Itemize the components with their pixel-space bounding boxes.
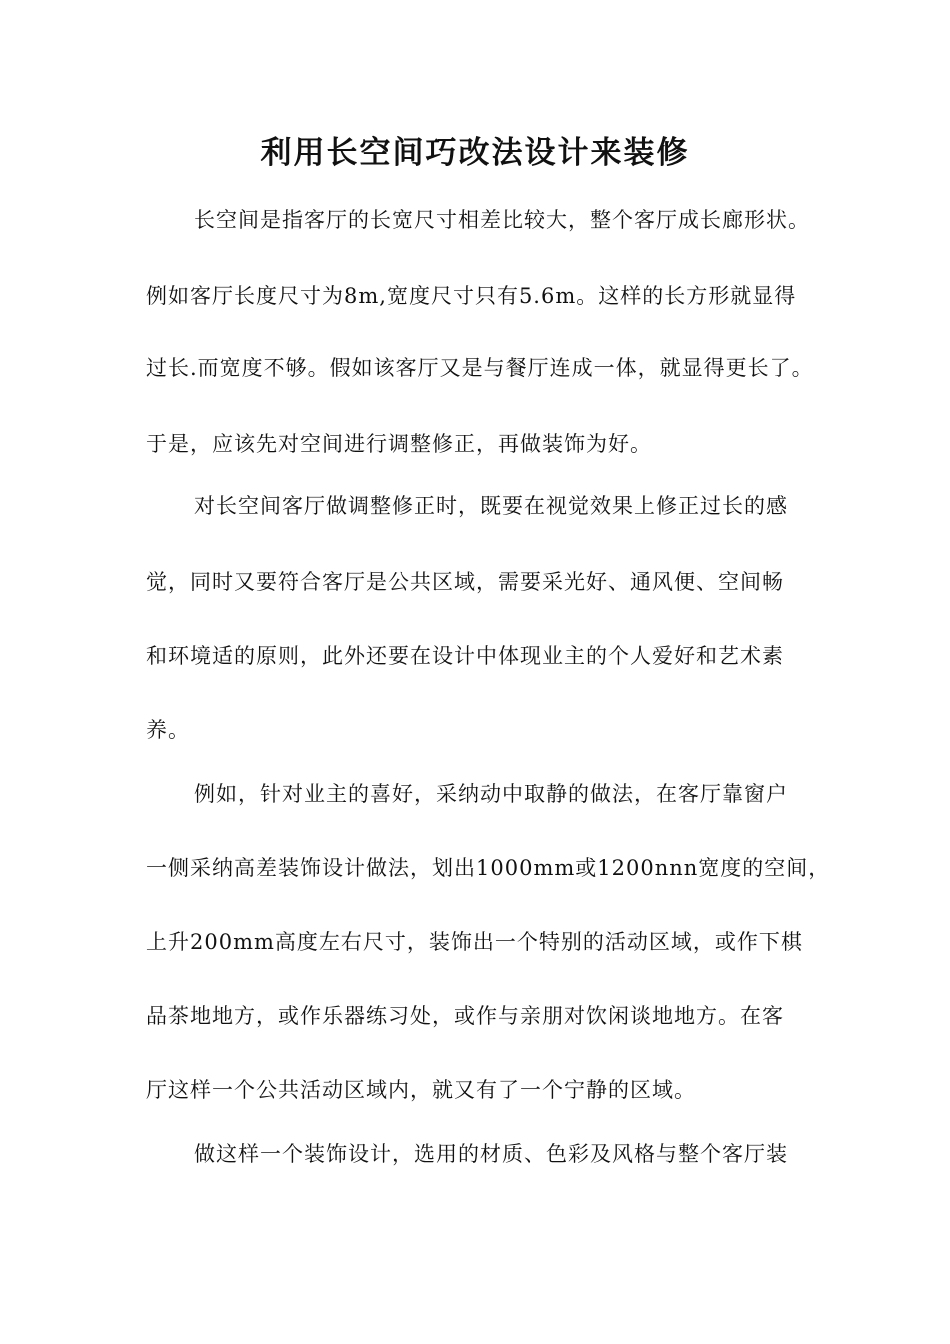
paragraph-2-line-4: 养。 xyxy=(146,718,190,742)
paragraph-3-line-1: 例如，针对业主的喜好，采纳动中取静的做法，在客厅靠窗户 xyxy=(194,782,788,806)
paragraph-4-line-1: 做这样一个装饰设计，选用的材质、色彩及风格与整个客厅装 xyxy=(194,1142,788,1166)
paragraph-2-line-1: 对长空间客厅做调整修正时，既要在视觉效果上修正过长的感 xyxy=(194,494,788,518)
paragraph-3-line-2: 一侧采纳高差装饰设计做法，划出1000mm或1200nnn宽度的空间， xyxy=(146,856,831,880)
paragraph-3-line-5: 厅这样一个公共活动区域内，就又有了一个宁静的区域。 xyxy=(146,1078,696,1102)
paragraph-2-line-3: 和环境适的原则，此外还要在设计中体现业主的个人爱好和艺术素 xyxy=(146,644,784,668)
paragraph-1-line-1: 长空间是指客厅的长宽尺寸相差比较大，整个客厅成长廊形状。 xyxy=(194,208,810,232)
paragraph-2-line-2: 觉，同时又要符合客厅是公共区域，需要采光好、通风便、空间畅 xyxy=(146,570,784,594)
paragraph-1-line-3: 过长.而宽度不够。假如该客厅又是与餐厅连成一体，就显得更长了。 xyxy=(146,356,814,380)
paragraph-1-line-2: 例如客厅长度尺寸为8m,宽度尺寸只有5.6m。这样的长方形就显得 xyxy=(146,284,797,308)
document-title: 利用长空间巧改法设计来装修 xyxy=(260,135,690,171)
paragraph-3-line-3: 上升200mm高度左右尺寸，装饰出一个特别的活动区域，或作下棋 xyxy=(146,930,803,954)
paragraph-3-line-4: 品茶地地方，或作乐器练习处，或作与亲朋对饮闲谈地地方。在客 xyxy=(146,1004,784,1028)
paragraph-1-line-4: 于是，应该先对空间进行调整修正，再做装饰为好。 xyxy=(146,432,652,456)
